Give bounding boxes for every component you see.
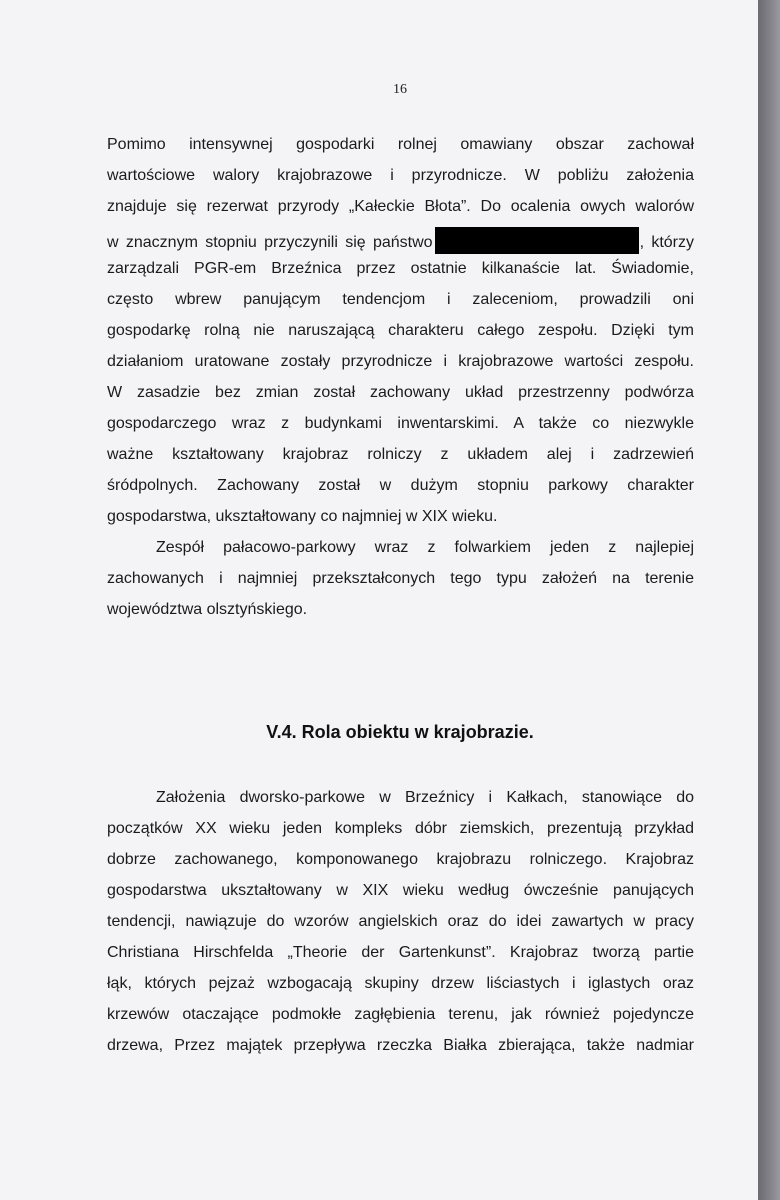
paragraph-3-line-4: gospodarstwa ukształtowany w XIX wieku według ówcześnie panujących [107, 882, 694, 899]
paragraph-3-line-2: początków XX wieku jeden kompleks dóbr ziemskich, prezentują przykład [107, 820, 694, 837]
paragraph-1-line-1: Pomimo intensywnej gospodarki rolnej omawiany obszar zachował [107, 136, 694, 153]
paragraph-2-line-2: zachowanych i najmniej przekształconych tego typu założeń na terenie [107, 570, 694, 587]
line-4-text-before: w znacznym stopniu przyczynili się państwo [107, 234, 433, 251]
line-4-text-after: , którzy [639, 234, 695, 251]
paragraph-3-line-6: Christiana Hirschfelda „Theorie der Gartenkunst”. Krajobraz tworzą partie [107, 944, 694, 961]
paragraph-1-line-4 [107, 227, 694, 254]
page-number: 16 [393, 82, 407, 97]
paragraph-1-line-5: zarządzali PGR-em Brzeźnica przez ostatnie kilkanaście lat. Świadomie, [107, 260, 694, 277]
paragraph-1-line-12: śródpolnych. Zachowany został w dużym stopniu parkowy charakter [107, 477, 694, 494]
paragraph-2-line-1: Zespół pałacowo-parkowy wraz z folwarkiem jeden z najlepiej [156, 539, 694, 556]
paragraph-1-line-13: gospodarstwa, ukształtowany co najmniej w XIX wieku. [107, 508, 498, 525]
paragraph-1-line-8: działaniom uratowane zostały przyrodnicze i krajobrazowe wartości zespołu. [107, 353, 694, 370]
page-edge-shadow [758, 0, 780, 1200]
paragraph-1-line-3: znajduje się rezerwat przyrody „Kałeckie Błota”. Do ocalenia owych walorów [107, 198, 694, 215]
paragraph-3-line-7: łąk, których pejzaż wzbogacają skupiny drzew liściastych i iglastych oraz [107, 975, 694, 992]
paragraph-3-line-5: tendencji, nawiązuje do wzorów angielskich oraz do idei zawartych w pracy [107, 913, 694, 930]
paragraph-3-line-8: krzewów otaczające podmokłe zagłębienia terenu, jak również pojedyncze [107, 1006, 694, 1023]
paragraph-1-line-7: gospodarkę rolną nie naruszającą charakteru całego zespołu. Dzięki tym [107, 322, 694, 339]
paragraph-1-line-10: gospodarczego wraz z budynkami inwentarskimi. A także co niezwykle [107, 415, 694, 432]
paragraph-2-line-3: województwa olsztyńskiego. [107, 601, 308, 618]
paragraph-3-line-9: drzewa, Przez majątek przepływa rzeczka Białka zbierająca, także nadmiar [107, 1037, 694, 1054]
section-heading: V.4. Rola obiektu w krajobrazie. [266, 722, 534, 742]
paragraph-1-line-11: ważne kształtowany krajobraz rolniczy z układem alej i zadrzewień [107, 446, 694, 463]
paragraph-1-line-9: W zasadzie bez zmian został zachowany układ przestrzenny podwórza [107, 384, 694, 401]
paragraph-3-line-1: Założenia dworsko-parkowe w Brzeźnicy i Kałkach, stanowiące do [156, 789, 694, 806]
paragraph-1-line-2: wartościowe walory krajobrazowe i przyrodnicze. W pobliżu założenia [107, 167, 694, 184]
redaction-block [435, 227, 639, 254]
paragraph-1-line-6: często wbrew panującym tendencjom i zaleceniom, prowadzili oni [107, 291, 694, 308]
paragraph-3-line-3: dobrze zachowanego, komponowanego krajobrazu rolniczego. Krajobraz [107, 851, 694, 868]
